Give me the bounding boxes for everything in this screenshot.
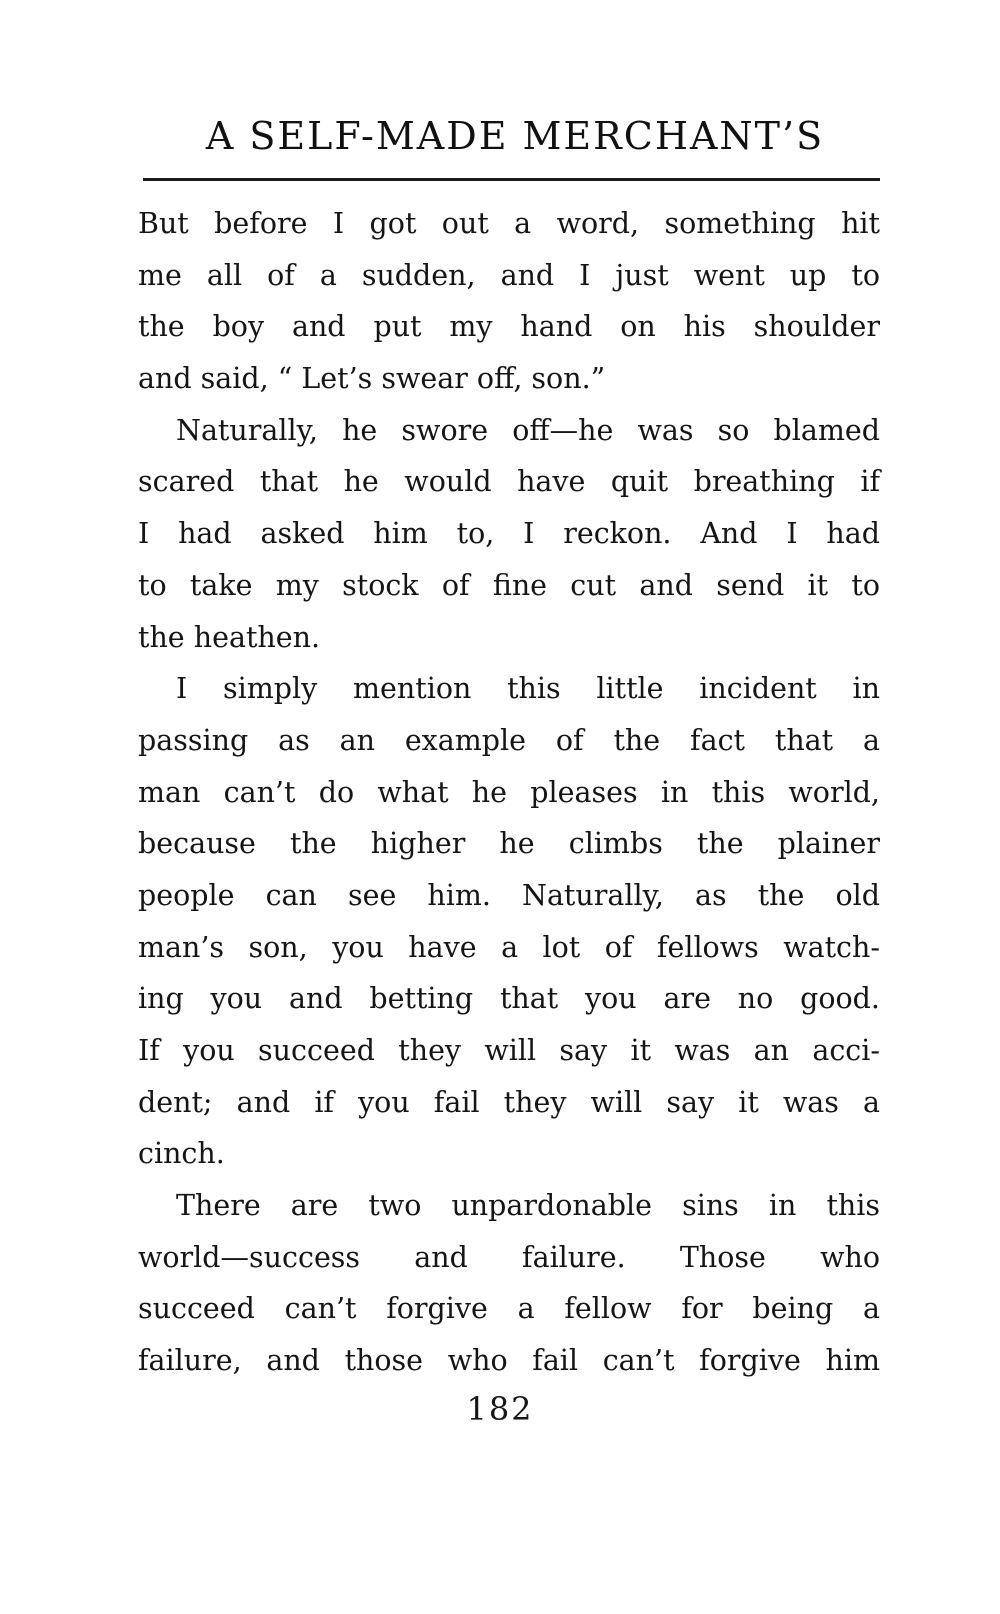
text-line: me all of a sudden, and I just went up to	[138, 258, 880, 292]
header-rule	[143, 178, 880, 181]
text-line: to take my stock of fine cut and send it to	[138, 568, 880, 602]
text-line: There are two unpardonable sins in this	[176, 1189, 880, 1223]
text-line: scared that he would have quit breathing if	[138, 465, 880, 499]
text-line: I had asked him to, I reckon. And I had	[138, 517, 880, 551]
text-line: I simply mention this little incident in	[176, 672, 880, 706]
text-line: Naturally, he swore off—he was so blamed	[176, 413, 880, 447]
text-line: because the higher he climbs the plainer	[138, 827, 880, 861]
text-line: But before I got out a word, something hit	[138, 207, 880, 240]
text-line: and said, “ Let’s swear off, son.”	[138, 362, 606, 396]
text-line: ing you and betting that you are no good.	[138, 982, 880, 1016]
text-line: people can see him. Naturally, as the old	[138, 878, 880, 912]
text-line: cinch.	[138, 1137, 225, 1171]
text-line: succeed can’t forgive a fellow for being a	[138, 1292, 880, 1326]
text-line: If you succeed they will say it was an acci-	[138, 1034, 880, 1067]
text-line: failure, and those who fail can’t forgive him	[138, 1344, 880, 1378]
text-line: man’s son, you have a lot of fellows watch-	[138, 930, 880, 964]
text-line: man can’t do what he pleases in this world,	[138, 775, 880, 809]
text-line: passing as an example of the fact that a	[138, 723, 880, 757]
page-number: 182	[466, 1390, 534, 1428]
text-line: the boy and put my hand on his shoulder	[138, 310, 880, 344]
running-head: A SELF-MADE MERCHANT’S	[205, 114, 825, 158]
body-text	[138, 198, 880, 1387]
text-line: world—success and failure. Those who	[138, 1240, 880, 1274]
text-line: the heathen.	[138, 620, 321, 654]
text-line: dent; and if you fail they will say it was a	[138, 1085, 880, 1119]
